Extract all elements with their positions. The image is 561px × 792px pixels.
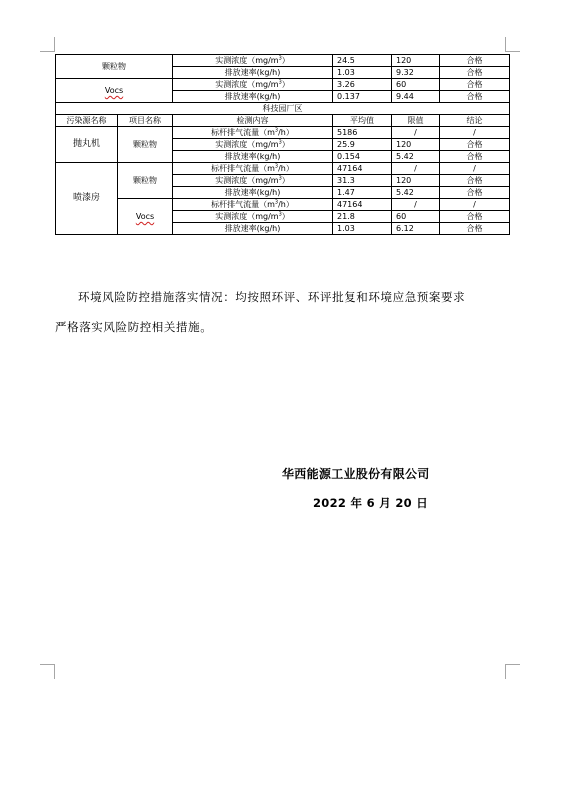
limit-value-cell: / xyxy=(392,163,440,175)
average-value-cell: 47164 xyxy=(333,199,392,211)
conclusion-cell: 合格 xyxy=(440,55,510,67)
detection-item-cell: 标杆排气流量$(m^3/h)$ xyxy=(173,127,333,139)
average-value-cell: 1.47 xyxy=(333,187,392,199)
average-value-cell: 3.26 xyxy=(333,79,392,91)
conclusion-cell: 合格 xyxy=(440,91,510,103)
conclusion-cell: 合格 xyxy=(440,67,510,79)
detection-item-cell: 实测浓度$(mg/m^3)$ xyxy=(173,139,333,151)
crop-mark-top-left xyxy=(40,37,55,52)
limit-value-cell: 9.44 xyxy=(392,91,440,103)
project-name-cell: 颗粒物 xyxy=(118,163,173,199)
conclusion-cell: 合格 xyxy=(440,151,510,163)
detection-item-cell: 实测浓度$(mg/m^3)$ xyxy=(173,175,333,187)
average-value-cell: 1.03 xyxy=(333,67,392,79)
average-value-cell: 25.9 xyxy=(333,139,392,151)
project-name-cell: 颗粒物 xyxy=(118,127,173,163)
section-title-row xyxy=(56,103,510,115)
table-row xyxy=(56,127,510,139)
detection-item-cell: 实测浓度$(mg/m^3)$ xyxy=(173,55,333,67)
header-row xyxy=(56,115,510,127)
section-title: 科技园厂区 xyxy=(56,103,510,115)
limit-value-cell: / xyxy=(392,199,440,211)
detection-item-cell: 排放速率(kg/h) xyxy=(173,67,333,79)
average-value-cell: 5186 xyxy=(333,127,392,139)
header-detection-item: 检测内容 xyxy=(173,115,333,127)
detection-item-cell: 排放速率(kg/h) xyxy=(173,91,333,103)
detection-item-cell: 排放速率(kg/h) xyxy=(173,187,333,199)
average-value-cell: 24.5 xyxy=(333,55,392,67)
conclusion-cell: 合格 xyxy=(440,139,510,151)
crop-mark-bottom-right xyxy=(505,664,520,679)
project-name-cell: Vocs xyxy=(118,199,173,235)
average-value-cell: 31.3 xyxy=(333,175,392,187)
crop-mark-bottom-left xyxy=(40,664,55,679)
header-conclusion: 结论 xyxy=(440,115,510,127)
limit-value-cell: 60 xyxy=(392,211,440,223)
header-project-name: 项目名称 xyxy=(118,115,173,127)
project-name-cell: Vocs xyxy=(56,79,173,103)
table-row xyxy=(56,163,510,175)
limit-value-cell: 5.42 xyxy=(392,151,440,163)
conclusion-cell: / xyxy=(440,127,510,139)
average-value-cell: 21.8 xyxy=(333,211,392,223)
conclusion-cell: 合格 xyxy=(440,187,510,199)
pollution-source-cell: 喷漆房 xyxy=(56,163,118,235)
project-name-cell: 颗粒物 xyxy=(56,55,173,79)
detection-item-cell: 排放速率(kg/h) xyxy=(173,223,333,235)
detection-item-cell: 实测浓度$(mg/m^3)$ xyxy=(173,79,333,91)
header-pollution-source: 污染源名称 xyxy=(56,115,118,127)
limit-value-cell: 6.12 xyxy=(392,223,440,235)
conclusion-cell: / xyxy=(440,199,510,211)
risk-control-paragraph-line1: 环境风险防控措施落实情况：均按照环评、环评批复和环境应急预案要求 xyxy=(78,290,466,304)
table-row xyxy=(56,55,510,67)
average-value-cell: 0.154 xyxy=(333,151,392,163)
conclusion-cell: 合格 xyxy=(440,211,510,223)
table-row xyxy=(56,199,510,211)
limit-value-cell: 60 xyxy=(392,79,440,91)
limit-value-cell: 120 xyxy=(392,175,440,187)
detection-item-cell: 标杆排气流量$(m^3/h)$ xyxy=(173,199,333,211)
detection-item-cell: 实测浓度$(mg/m^3)$ xyxy=(173,211,333,223)
detection-item-cell: 标杆排气流量$(m^3/h)$ xyxy=(173,163,333,175)
signature-date: 2022 年 6 月 20 日 xyxy=(313,496,429,510)
conclusion-cell: 合格 xyxy=(440,79,510,91)
average-value-cell: 47164 xyxy=(333,163,392,175)
risk-control-paragraph-line2: 严格落实风险防控相关措施。 xyxy=(55,320,213,334)
conclusion-cell: / xyxy=(440,163,510,175)
limit-value-cell: 5.42 xyxy=(392,187,440,199)
header-average: 平均值 xyxy=(333,115,392,127)
limit-value-cell: / xyxy=(392,127,440,139)
limit-value-cell: 120 xyxy=(392,55,440,67)
pollution-source-cell: 抛丸机 xyxy=(56,127,118,163)
company-signature: 华西能源工业股份有限公司 xyxy=(282,467,430,481)
average-value-cell: 1.03 xyxy=(333,223,392,235)
header-limit: 限值 xyxy=(392,115,440,127)
table-row xyxy=(56,79,510,91)
conclusion-cell: 合格 xyxy=(440,175,510,187)
detection-item-cell: 排放速率(kg/h) xyxy=(173,151,333,163)
limit-value-cell: 120 xyxy=(392,139,440,151)
average-value-cell: 0.137 xyxy=(333,91,392,103)
conclusion-cell: 合格 xyxy=(440,223,510,235)
crop-mark-top-right xyxy=(505,37,520,52)
monitoring-results-table xyxy=(55,54,510,235)
limit-value-cell: 9.32 xyxy=(392,67,440,79)
